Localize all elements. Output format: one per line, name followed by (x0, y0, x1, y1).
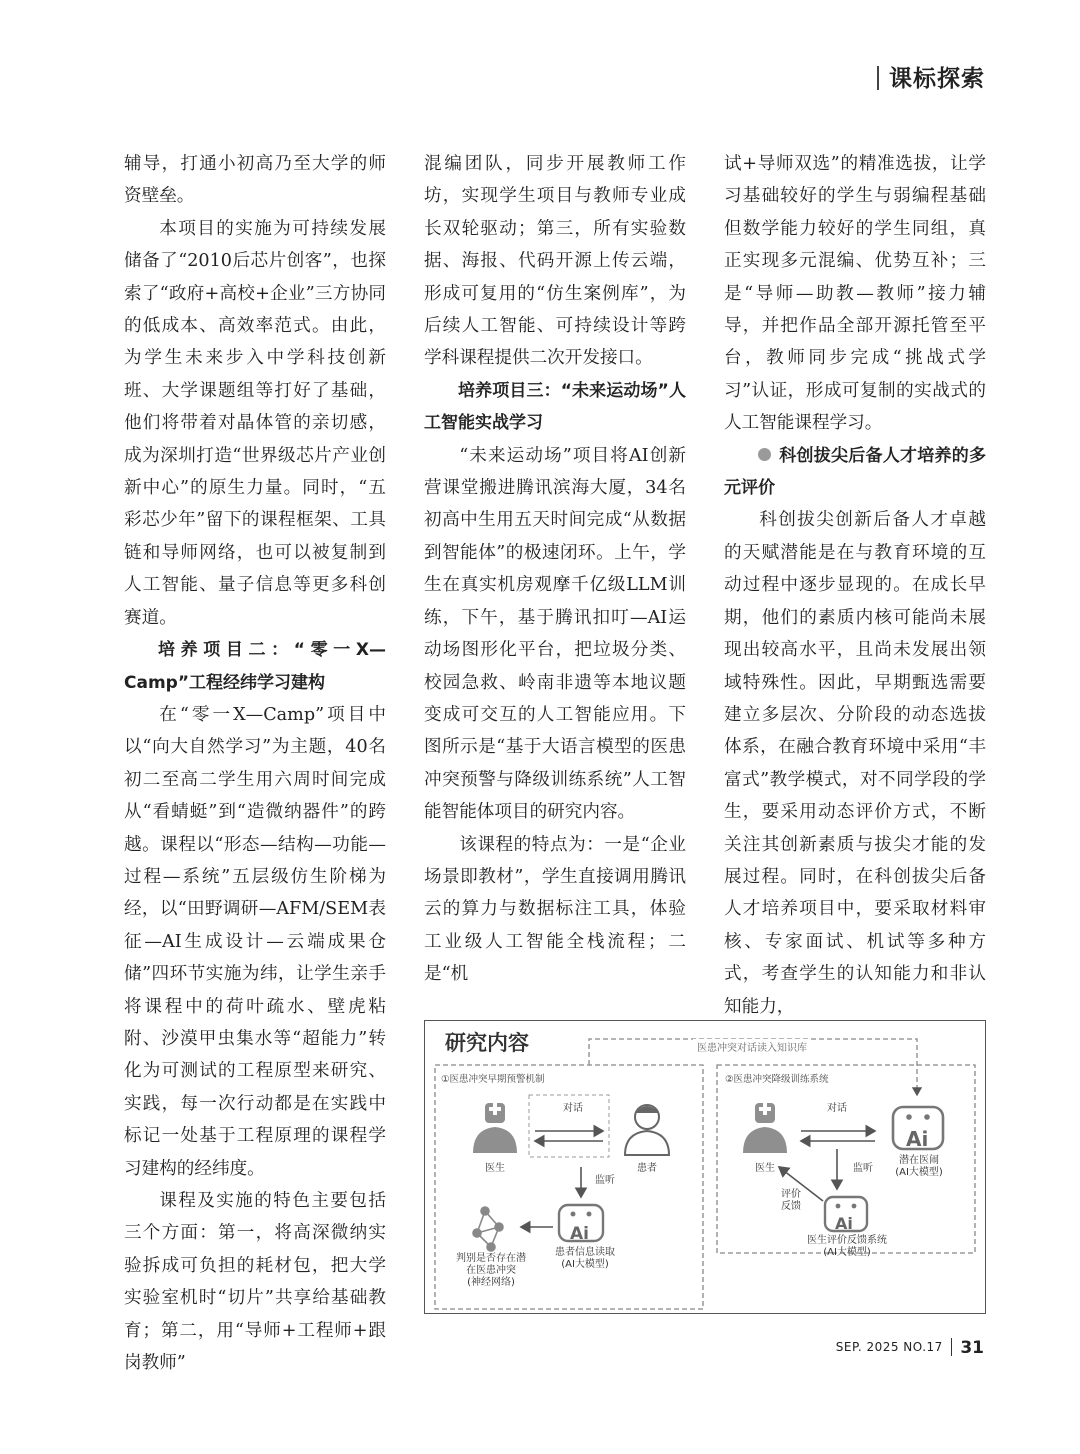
doctor-icon (473, 1103, 517, 1153)
section-heading: 培养项目二：“零一X—Camp”工程经纬学习建构 (124, 640, 386, 693)
paragraph: 本项目的实施为可持续发展储备了“2010后芯片创客”，也探索了“政府+高校+企业”三方协同的低成本、高效率范式。由此，为学生未来步入中学科技创新班、大学课题组等打好了基础，他们将带着对晶体管的亲切感，成为深圳打造“世界级芯片产业创新中心”的原生力量。同时，“五彩芯少年”留下的课程框架、工具链和导师网络，也可以被复制到人工智能、量子信息等更多科创赛道。 (124, 218, 386, 628)
patient-label: 患者 (637, 1163, 657, 1174)
dialog-label: 对话 (563, 1103, 583, 1114)
feedback-label-line1: 评价 (781, 1189, 801, 1200)
dialog-label-2: 对话 (827, 1103, 847, 1114)
ai-text: Ai (835, 1214, 853, 1233)
vp-label-line2: (AI大模型) (895, 1167, 943, 1178)
paragraph: 在“零一X—Camp”项目中以“向大自然学习”为主题，40名初二至高二学生用六周时间完成从“看蜻蜓”到“造微纳器件”的跨越。课程以“形态—结构—功能—过程—系统”五层级仿生阶梯为经，以“田野调研—AFM/SEM表征—AI生成设计—云端成果仓储”四环节实施为纬，让学生亲手将课程中的荷叶疏水、壁虎粘附、沙漠甲虫集水等“超能力”转化为可测试的工程原型来研究、实践，每一次行动都是在实践中标记一处基于工程原理的课程学习建构的经纬度。 (124, 704, 386, 1179)
knowledge-base-label: 医患冲突对话读入知识库 (693, 1039, 811, 1054)
paragraph: 科创拔尖创新后备人才卓越的天赋潜能是在与教育环境的互动过程中逐步显现的。在成长早期，他们的素质内核可能尚未展现出较高水平，且尚未发展出领域特殊性。因此，早期甄选需要建立多层次、分阶段的动态选拔体系，在融合教育环境中采用“丰富式”教学模式，对不同学段的学生，要采用动态评价方式，不断关注其创新素质与拔尖才能的发展过程。同时，在科创拔尖后备人才培养项目中，要采取材料审核、专家面试、机试等多种方式，考查学生的认知能力和非认知能力， (724, 510, 986, 1017)
figure-title: 研究内容 (445, 1031, 529, 1055)
header-divider (877, 66, 879, 90)
panel-2-title: ②医患冲突降级训练系统 (725, 1074, 829, 1085)
nn-label (443, 1253, 539, 1289)
section-heading (724, 440, 986, 505)
page-footer (836, 1338, 984, 1358)
nn-label-line3: (神经网络) (467, 1277, 515, 1288)
reader-label (545, 1247, 625, 1271)
reader-label-line1: 患者信息读取 (555, 1247, 615, 1258)
paragraph: 混编团队，同步开展教师工作坊，实现学生项目与教师专业成长双轮驱动；第三，所有实验数据、海报、代码开源上传云端，形成可复用的“仿生案例库”，为后续人工智能、可持续设计等跨学科课程提供二次开发接口。 (424, 154, 686, 369)
paragraph: “未来运动场”项目将AI创新营课堂搬进腾讯滨海大厦，34名初高中生用五天时间完成“从数据到智能体”的极速闭环。上午，学生在真实机房观摩千亿级LLM训练，下午，基于腾讯扣叮—AI运动场图形化平台，把垃圾分类、校园急救、岭南非遗等本地议题变成可交互的人工智能应用。下图所示是“基于大语言模型的医患冲突预警与降级训练系统”人工智能智能体项目的研究内容。 (424, 445, 686, 823)
ai-text: Ai (906, 1127, 929, 1151)
section-heading: 培养项目三：“未来运动场”人工智能实战学习 (424, 380, 686, 434)
feedback-label-line2: 反馈 (781, 1201, 801, 1212)
feedback-label (773, 1189, 809, 1213)
paragraph: 辅导，打通小初高乃至大学的师资壁垒。 (124, 154, 386, 207)
text-column-3 (724, 148, 986, 1023)
paragraph: 该课程的特点为：一是“企业场景即教材”，学生直接调用腾讯云的算力与数据标注工具，体验工业级人工智能全栈流程；二是“机 (424, 834, 686, 985)
research-content-figure (424, 1020, 986, 1314)
section-title: 课标探索 (889, 66, 985, 92)
panel-1-title: ①医患冲突早期预警机制 (441, 1074, 545, 1085)
section-header (877, 60, 985, 93)
doctor-label: 医生 (485, 1163, 505, 1174)
doctor-label-2: 医生 (755, 1163, 775, 1174)
bullet-icon (758, 448, 771, 461)
listen-label-2: 监听 (853, 1163, 873, 1174)
doctor-icon-2 (743, 1103, 787, 1153)
listen-label: 监听 (595, 1175, 615, 1186)
vp-label-line1: 潜在医闹 (899, 1155, 939, 1166)
neural-network-icon (473, 1207, 503, 1251)
evaluation-ai-icon (825, 1197, 867, 1233)
eval-label-line2: (AI大模型) (823, 1247, 871, 1258)
virtual-patient-label (881, 1155, 957, 1179)
reader-label-line2: (AI大模型) (561, 1259, 609, 1270)
text-column-2 (424, 148, 686, 991)
evaluation-label (797, 1235, 897, 1259)
ai-robot-icon (559, 1205, 603, 1244)
patient-icon (625, 1105, 669, 1155)
eval-label-line1: 医生评价反馈系统 (807, 1235, 887, 1246)
nn-label-line1: 判别是否存在潜 (456, 1253, 526, 1264)
text-column-1 (124, 148, 386, 1379)
ai-text: Ai (570, 1224, 589, 1244)
virtual-patient-ai-icon (893, 1107, 943, 1151)
heading-text: 科创拔尖后备人才培养的多元评价 (724, 445, 986, 499)
paragraph: 课程及实施的特色主要包括三个方面：第一，将高深微纳实验拆成可负担的耗材包，把大学实验室机时“切片”共享给基础教育；第二，用“导师+工程师+跟岗教师” (124, 1191, 386, 1374)
paragraph: 试+导师双选”的精准选拔，让学习基础较好的学生与弱编程基础但数学能力较好的学生同组，真正实现多元混编、优势互补；三是“导师—助教—教师”接力辅导，并把作品全部开源托管至平台，教师同步完成“挑战式学习”认证，形成可复制的实战式的人工智能课程学习。 (724, 154, 986, 434)
issue-label: SEP. 2025 NO.17 (835, 1340, 943, 1354)
nn-label-line2: 在医患冲突 (466, 1265, 516, 1276)
page-number: 31 (960, 1338, 984, 1358)
footer-divider (951, 1338, 953, 1356)
